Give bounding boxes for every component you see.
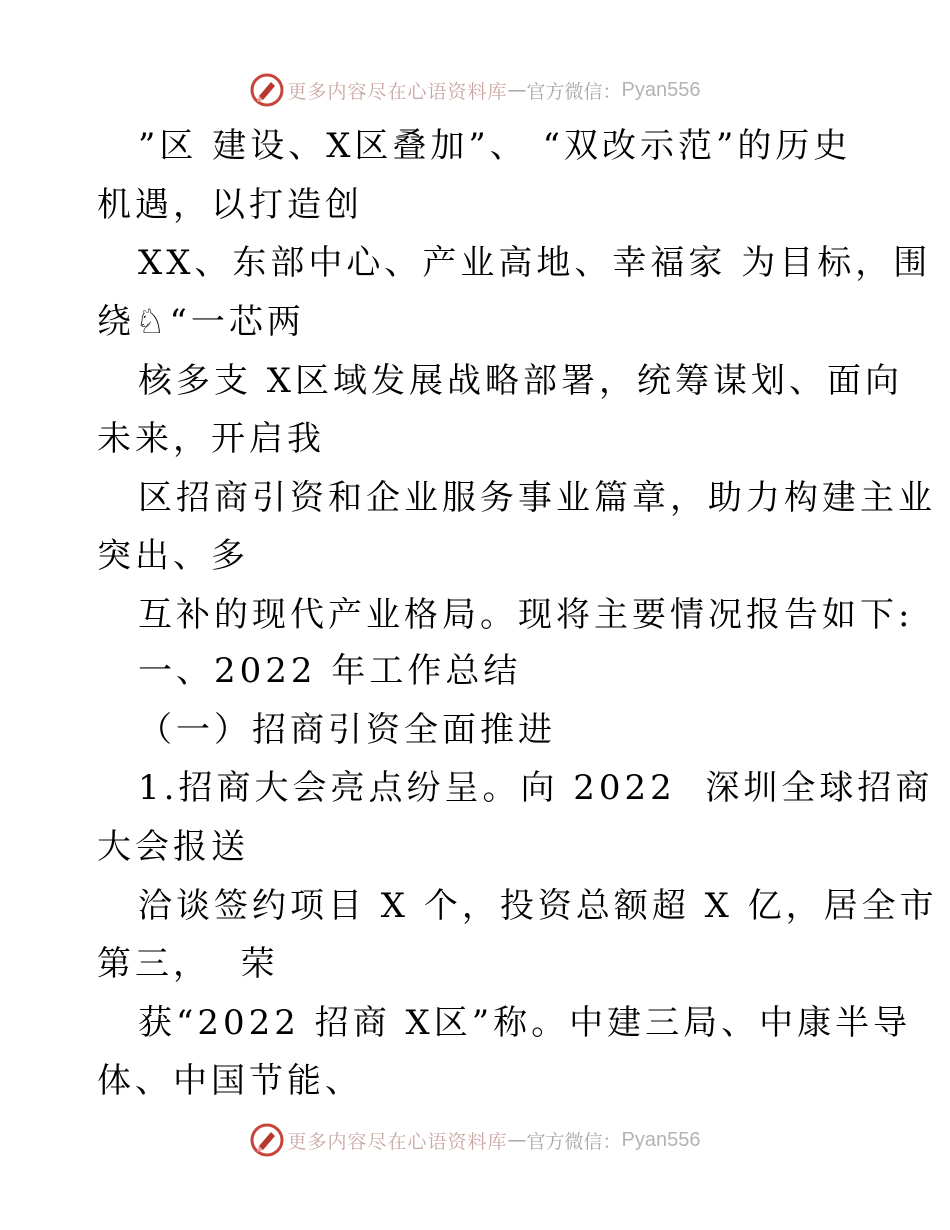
subsection-heading-1: （一）招商引资全面推进 (138, 710, 556, 750)
paragraph-2-line-1: XX、东部中心、产业高地、幸福家 为目标，围 (138, 243, 932, 283)
brand-logo-icon (250, 73, 284, 107)
section-heading-1: 一、2022 年工作总结 (138, 651, 522, 691)
watermark-wechat-label: 官方微信： (526, 80, 622, 103)
watermark-wechat-label: 官方微信： (526, 1130, 622, 1153)
paragraph-3-line-1: 核多支 X区域发展战略部署，统筹谋划、面向 (138, 361, 904, 401)
paragraph-9-line-1: 洽谈签约项目 X 个，投资总额超 X 亿，居全市 (138, 886, 938, 926)
watermark-text: 更多内容尽在心语资料库 (287, 80, 508, 103)
watermark-text: 更多内容尽在心语资料库 (287, 1130, 508, 1153)
brand-logo-icon (250, 1123, 284, 1157)
paragraph-1-line-1: ”区 建设、X区叠加”、 “双改示范”的历史 (138, 126, 852, 166)
paragraph-9-line-2: 第三， 荣 (97, 944, 279, 984)
watermark-wechat-id: Pyan556 (621, 1128, 701, 1151)
paragraph-10-line-1: 获“2022 招商 X区”称。中建三局、中康半导 (138, 1003, 912, 1043)
paragraph-8-line-2: 大会报送 (97, 827, 249, 867)
watermark-separator: — (507, 79, 527, 101)
watermark-separator: — (507, 1129, 527, 1151)
paragraph-8-line-1: 1.招商大会亮点纷呈。向 2022 深圳全球招商 (138, 768, 934, 808)
paragraph-4-line-1: 区招商引资和企业服务事业篇章，助力构建主业 (138, 478, 936, 518)
paragraph-4-line-2: 突出、多 (97, 536, 249, 576)
footer-watermark (0, 1120, 950, 1160)
paragraph-10-line-2: 体、中国节能、 (97, 1061, 363, 1101)
paragraph-1-line-2: 机遇，以打造创 (97, 185, 363, 225)
paragraph-2-line-2: 绕♘“一芯两 (97, 302, 305, 342)
watermark-wechat-id: Pyan556 (621, 78, 701, 101)
paragraph-5: 互补的现代产业格局。现将主要情况报告如下: (138, 595, 914, 635)
header-watermark (0, 70, 950, 110)
paragraph-3-line-2: 未来，开启我 (97, 419, 325, 459)
